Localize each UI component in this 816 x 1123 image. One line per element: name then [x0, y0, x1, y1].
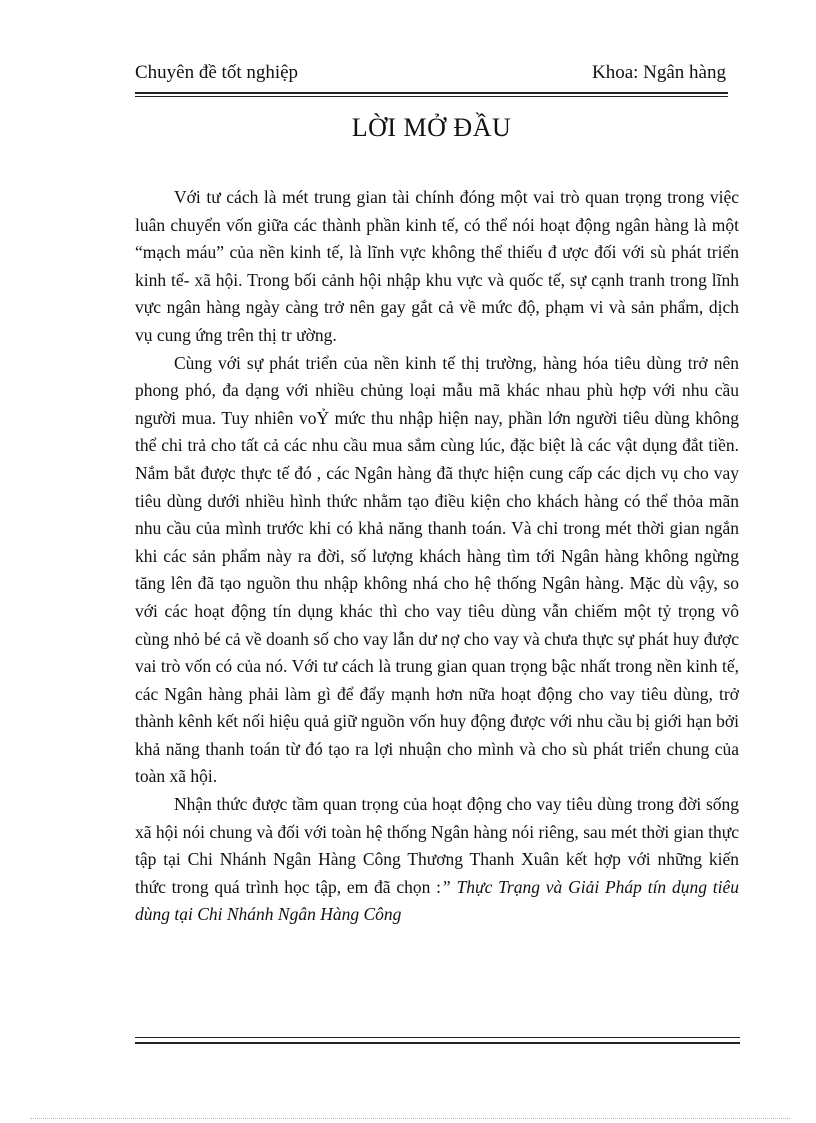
page-bottom-edge	[30, 1118, 790, 1119]
thesis-title-italic: ” Thực Trạng và Giải Pháp tín dụng tiêu dùng tại Chi Nhánh Ngân Hàng Công	[135, 876, 740, 925]
paragraph-3	[135, 791, 739, 929]
footer-divider	[135, 1037, 740, 1044]
header-right-text: Khoa: Ngân hàng	[591, 62, 726, 83]
header-divider	[135, 92, 728, 97]
paragraph-3-text: Nhận thức được tầm quan trọng của hoạt động cho vay tiêu dùng trong đời sống xã hội nói chung và đối với toàn hệ thống Ngân hàng nói riêng, sau mét thời gian thực tập tại Chi Nhánh Ngân Hàng Công Thương Thanh Xuân kết hợp với những kiến thức trong quá trình học tập, em đã chọn :	[135, 794, 739, 897]
paragraph-1: Với tư cách là mét trung gian tài chính đóng một vai trò quan trọng trong việc luân chuyển vốn giữa các thành phần kinh tế, có thể nói hoạt động ngân hàng là một “mạch máu” của nền kinh tế, là lĩnh vực không thể thiếu đ ược đối với sù phát triển kinh tế- xã hội. Trong bối cảnh hội nhập khu vực và quốc tế, sự cạnh tranh trong lĩnh vực ngân hàng ngày càng trở nên gay gắt cả về mức độ, phạm vi và sản phẩm, dịch vụ cung ứng trên thị tr ường.	[135, 187, 739, 345]
paragraph-2: Cùng với sự phát triển của nền kinh tế thị trường, hàng hóa tiêu dùng trở nên phong phó, đa dạng với nhiều chủng loại mẫu mã khác nhau phù hợp với nhu cầu người mua. Tuy nhiên voỶ mức thu nhập hiện nay, phần lớn người tiêu dùng không thể chi trả cho tất cả các nhu cầu mua sắm cùng lúc, đặc biệt là các vật dụng đắt tiền. Nắm bắt được thực tế đó , các Ngân hàng đã thực hiện cung cấp các dịch vụ cho vay tiêu dùng dưới nhiều hình thức nhằm tạo điều kiện cho khách hàng có thể thỏa mãn nhu cầu của mình trước khi có khả năng thanh toán. Và chỉ trong mét thời gian ngắn khi các sản phẩm này ra đời, số lượng khách hàng tìm tới Ngân hàng không ngừng tăng lên đã tạo nguồn thu nhập không nhá cho hệ thống Ngân hàng. Mặc dù vậy, so với các hoạt động tín dụng khác thì cho vay tiêu dùng vẫn chiếm một tỷ trọng vô cùng nhỏ bé cả về doanh số cho vay lẫn dư nợ cho vay và chưa thực sự phát huy được vai trò vốn có của nó. Với tư cách là trung gian quan trọng bậc nhất trong nền kinh tế, các Ngân hàng phải làm gì để đẩy mạnh hơn nữa hoạt động cho vay tiêu dùng, trở thành kênh kết nối hiệu quả giữ nguồn vốn huy động được với nhu cầu bị giới hạn bởi khả năng thanh toán từ đó tạo ra lợi nhuận cho mình và cho sù phát triển chung của toàn xã hội.	[135, 352, 739, 787]
header-left-text: Chuyên đề tốt nghiệp	[135, 62, 299, 83]
document-title: LỜI MỞ ĐẦU	[351, 113, 512, 142]
document-body	[135, 184, 739, 929]
page-header	[135, 62, 726, 92]
